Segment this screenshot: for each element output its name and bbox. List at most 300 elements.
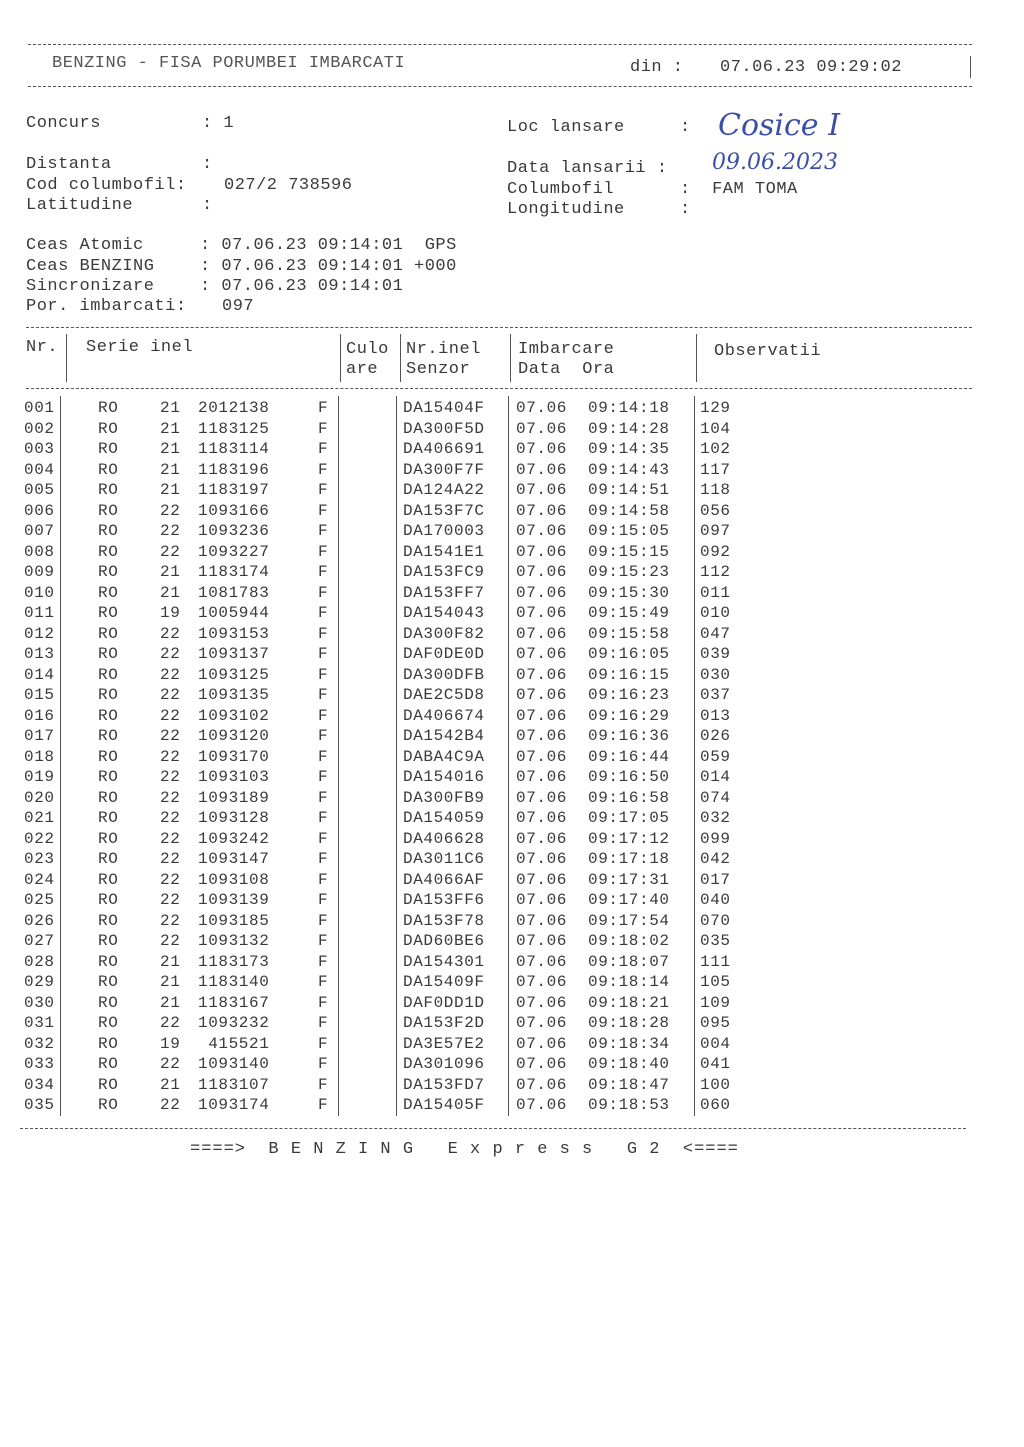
row-inel: 1183197 — [198, 481, 270, 499]
row-nr: 004 — [24, 460, 55, 479]
row-tara: RO — [98, 768, 119, 786]
row-senzor: DA153F78 — [403, 911, 485, 930]
table-row — [0, 502, 1024, 522]
row-data: 07.06 — [516, 932, 568, 950]
column-header-culoare-2: are — [346, 360, 379, 379]
row-inel: 2012138 — [198, 399, 270, 417]
row-obs: 102 — [700, 440, 731, 458]
row-inel: 1183114 — [198, 440, 270, 458]
row-an: 22 — [160, 788, 181, 807]
row-sex: F — [318, 706, 329, 725]
row-sex: F — [318, 993, 329, 1012]
row-senzor: DA153FD7 — [403, 1075, 485, 1094]
row-an: 21 — [160, 973, 181, 991]
row-ora: 09:16:29 — [588, 706, 670, 725]
clock-label: Ceas BENZING — [26, 257, 155, 276]
row-data: 07.06 — [516, 686, 568, 704]
row-senzor: DA154043 — [403, 604, 485, 622]
row-tara: RO — [98, 501, 119, 520]
row-tara: RO — [98, 1075, 119, 1094]
column-header-observatii: Observatii — [714, 342, 822, 361]
row-obs: 011 — [700, 583, 731, 602]
printed-at-label: din : — [630, 58, 684, 77]
row-nr: 021 — [24, 809, 55, 827]
row-an: 22 — [160, 911, 181, 930]
row-senzor: DA300FB9 — [403, 788, 485, 807]
row-tara: RO — [98, 1034, 119, 1053]
row-ora: 09:15:30 — [588, 583, 670, 602]
row-nr: 017 — [24, 727, 55, 745]
row-ora: 09:16:23 — [588, 686, 670, 704]
footer-brand: ====> B E N Z I N G E x p r e s s G 2 <==== — [190, 1140, 739, 1159]
row-inel: 1183125 — [198, 419, 270, 438]
row-data: 07.06 — [516, 911, 568, 930]
row-ora: 09:16:05 — [588, 645, 670, 663]
row-nr: 018 — [24, 747, 55, 766]
clock-value: : 07.06.23 09:14:01 GPS — [200, 236, 457, 255]
row-an: 22 — [160, 645, 181, 663]
row-senzor: DA300F82 — [403, 624, 485, 643]
row-data: 07.06 — [516, 481, 568, 499]
row-an: 19 — [160, 604, 181, 622]
row-sex: F — [318, 522, 329, 540]
row-senzor: DA154016 — [403, 768, 485, 786]
row-tara: RO — [98, 747, 119, 766]
row-inel: 1093137 — [198, 645, 270, 663]
row-obs: 117 — [700, 460, 731, 479]
row-tara: RO — [98, 419, 119, 438]
row-data: 07.06 — [516, 522, 568, 540]
row-an: 22 — [160, 686, 181, 704]
concurs-label: Concurs — [26, 114, 101, 133]
row-an: 22 — [160, 891, 181, 909]
row-inel: 1093102 — [198, 706, 270, 725]
row-tara: RO — [98, 440, 119, 458]
row-inel: 1183107 — [198, 1075, 270, 1094]
imbarcati-label: Por. imbarcati: — [26, 297, 187, 316]
row-data: 07.06 — [516, 665, 568, 684]
row-data: 07.06 — [516, 1034, 568, 1053]
row-sex: F — [318, 542, 329, 561]
row-nr: 014 — [24, 665, 55, 684]
row-sex: F — [318, 809, 329, 827]
row-senzor: DA15409F — [403, 973, 485, 991]
row-ora: 09:18:14 — [588, 973, 670, 991]
row-tara: RO — [98, 624, 119, 643]
row-obs: 111 — [700, 952, 731, 971]
row-senzor: DA153F2D — [403, 1014, 485, 1032]
row-tara: RO — [98, 870, 119, 889]
row-senzor: DA153FF7 — [403, 583, 485, 602]
row-inel: 1093140 — [198, 1055, 270, 1073]
header-right-border — [970, 56, 971, 78]
row-data: 07.06 — [516, 1055, 568, 1073]
row-data: 07.06 — [516, 542, 568, 561]
row-obs: 041 — [700, 1055, 731, 1073]
row-an: 21 — [160, 993, 181, 1012]
row-data: 07.06 — [516, 993, 568, 1012]
row-sex: F — [318, 829, 329, 848]
clock-label: Ceas Atomic — [26, 236, 144, 255]
row-ora: 09:17:05 — [588, 809, 670, 827]
row-data: 07.06 — [516, 1096, 568, 1114]
row-an: 21 — [160, 952, 181, 971]
row-an: 22 — [160, 665, 181, 684]
row-ora: 09:15:05 — [588, 522, 670, 540]
row-senzor: DA4066AF — [403, 870, 485, 889]
row-ora: 09:15:15 — [588, 542, 670, 561]
row-data: 07.06 — [516, 870, 568, 889]
document-title: BENZING - FISA PORUMBEI IMBARCATI — [52, 54, 406, 73]
row-ora: 09:16:36 — [588, 727, 670, 745]
column-header-nrinel: Nr.inel — [406, 340, 481, 359]
row-nr: 003 — [24, 440, 55, 458]
row-an: 22 — [160, 870, 181, 889]
row-inel: 1005944 — [198, 604, 270, 622]
row-an: 22 — [160, 850, 181, 868]
row-tara: RO — [98, 788, 119, 807]
row-ora: 09:18:40 — [588, 1055, 670, 1073]
row-sex: F — [318, 1096, 329, 1114]
row-obs: 013 — [700, 706, 731, 725]
column-header-data-ora: Data Ora — [518, 360, 615, 379]
row-nr: 010 — [24, 583, 55, 602]
row-inel: 1093103 — [198, 768, 270, 786]
table-row — [0, 420, 1024, 440]
column-header-senzor: Senzor — [406, 360, 471, 379]
loc-lansare-handwritten: Cosice I — [718, 108, 840, 143]
row-senzor: DABA4C9A — [403, 747, 485, 766]
row-sex: F — [318, 788, 329, 807]
row-sex: F — [318, 1034, 329, 1053]
row-obs: 100 — [700, 1075, 731, 1094]
row-inel: 1093153 — [198, 624, 270, 643]
row-data: 07.06 — [516, 563, 568, 581]
row-tara: RO — [98, 686, 119, 704]
column-header-nr: Nr. — [26, 338, 59, 357]
row-tara: RO — [98, 399, 119, 417]
row-sex: F — [318, 481, 329, 499]
row-obs: 059 — [700, 747, 731, 766]
table-row — [0, 707, 1024, 727]
column-header-culoare: Culo — [346, 340, 389, 359]
row-nr: 030 — [24, 993, 55, 1012]
row-senzor: DA3E57E2 — [403, 1034, 485, 1053]
row-senzor: DA124A22 — [403, 481, 485, 499]
row-tara: RO — [98, 1096, 119, 1114]
table-row — [0, 912, 1024, 932]
row-nr: 024 — [24, 870, 55, 889]
row-inel: 1093185 — [198, 911, 270, 930]
row-tara: RO — [98, 645, 119, 663]
row-an: 22 — [160, 829, 181, 848]
longitudine-value: : — [680, 200, 691, 219]
row-tara: RO — [98, 460, 119, 479]
row-an: 22 — [160, 1014, 181, 1032]
row-ora: 09:18:28 — [588, 1014, 670, 1032]
row-data: 07.06 — [516, 624, 568, 643]
row-an: 22 — [160, 1055, 181, 1073]
row-data: 07.06 — [516, 604, 568, 622]
row-ora: 09:15:58 — [588, 624, 670, 643]
row-data: 07.06 — [516, 973, 568, 991]
row-obs: 035 — [700, 932, 731, 950]
row-inel: 1093108 — [198, 870, 270, 889]
row-an: 22 — [160, 1096, 181, 1114]
row-obs: 070 — [700, 911, 731, 930]
row-data: 07.06 — [516, 460, 568, 479]
row-sex: F — [318, 1075, 329, 1094]
row-an: 21 — [160, 399, 181, 417]
table-row — [0, 1014, 1024, 1034]
row-data: 07.06 — [516, 706, 568, 725]
row-nr: 015 — [24, 686, 55, 704]
row-an: 21 — [160, 460, 181, 479]
row-tara: RO — [98, 542, 119, 561]
table-row — [0, 953, 1024, 973]
row-senzor: DA170003 — [403, 522, 485, 540]
row-sex: F — [318, 768, 329, 786]
table-header-top-border — [26, 327, 972, 328]
row-nr: 007 — [24, 522, 55, 540]
col-divider — [510, 334, 511, 382]
row-ora: 09:17:18 — [588, 850, 670, 868]
table-row — [0, 748, 1024, 768]
row-an: 19 — [160, 1034, 181, 1053]
row-inel: 1093135 — [198, 686, 270, 704]
row-data: 07.06 — [516, 1075, 568, 1094]
table-row — [0, 440, 1024, 460]
row-nr: 020 — [24, 788, 55, 807]
table-bottom-border — [20, 1128, 966, 1129]
row-an: 22 — [160, 932, 181, 950]
row-ora: 09:18:07 — [588, 952, 670, 971]
row-tara: RO — [98, 481, 119, 499]
row-an: 21 — [160, 583, 181, 602]
row-nr: 001 — [24, 399, 55, 417]
row-sex: F — [318, 850, 329, 868]
row-ora: 09:18:02 — [588, 932, 670, 950]
row-inel: 1093242 — [198, 829, 270, 848]
row-obs: 039 — [700, 645, 731, 663]
row-an: 21 — [160, 1075, 181, 1094]
distanta-value: : — [202, 155, 213, 174]
row-inel: 1093189 — [198, 788, 270, 807]
row-an: 22 — [160, 768, 181, 786]
row-obs: 037 — [700, 686, 731, 704]
row-ora: 09:18:47 — [588, 1075, 670, 1094]
row-senzor: DAF0DE0D — [403, 645, 485, 663]
row-obs: 099 — [700, 829, 731, 848]
row-sex: F — [318, 563, 329, 581]
row-nr: 026 — [24, 911, 55, 930]
row-inel: 1183174 — [198, 563, 270, 581]
row-tara: RO — [98, 973, 119, 991]
row-nr: 034 — [24, 1075, 55, 1094]
table-row — [0, 584, 1024, 604]
row-sex: F — [318, 1014, 329, 1032]
row-data: 07.06 — [516, 501, 568, 520]
row-nr: 019 — [24, 768, 55, 786]
row-ora: 09:14:51 — [588, 481, 670, 499]
row-senzor: DA153FC9 — [403, 563, 485, 581]
row-data: 07.06 — [516, 645, 568, 663]
columbofil-label: Columbofil — [507, 180, 615, 199]
row-tara: RO — [98, 809, 119, 827]
row-data: 07.06 — [516, 747, 568, 766]
row-sex: F — [318, 624, 329, 643]
row-sex: F — [318, 583, 329, 602]
row-inel: 1093227 — [198, 542, 270, 561]
row-nr: 025 — [24, 891, 55, 909]
row-senzor: DA15405F — [403, 1096, 485, 1114]
row-ora: 09:14:18 — [588, 399, 670, 417]
clock-value: : 07.06.23 09:14:01 +000 — [200, 257, 457, 276]
row-senzor: DAD60BE6 — [403, 932, 485, 950]
row-obs: 105 — [700, 973, 731, 991]
col-divider — [696, 334, 697, 382]
table-row — [0, 481, 1024, 501]
row-an: 22 — [160, 522, 181, 540]
row-obs: 014 — [700, 768, 731, 786]
table-row — [0, 645, 1024, 665]
row-tara: RO — [98, 829, 119, 848]
row-tara: RO — [98, 706, 119, 725]
table-row — [0, 522, 1024, 542]
row-nr: 009 — [24, 563, 55, 581]
col-divider — [400, 334, 401, 382]
row-obs: 047 — [700, 624, 731, 643]
row-sex: F — [318, 501, 329, 520]
row-ora: 09:15:49 — [588, 604, 670, 622]
table-row — [0, 563, 1024, 583]
row-ora: 09:14:35 — [588, 440, 670, 458]
row-an: 21 — [160, 419, 181, 438]
row-senzor: DA406628 — [403, 829, 485, 848]
row-nr: 012 — [24, 624, 55, 643]
table-row — [0, 932, 1024, 952]
row-data: 07.06 — [516, 583, 568, 602]
row-an: 22 — [160, 624, 181, 643]
row-inel: 415521 — [198, 1034, 270, 1053]
row-obs: 112 — [700, 563, 731, 581]
table-row — [0, 1096, 1024, 1116]
table-row — [0, 727, 1024, 747]
row-sex: F — [318, 460, 329, 479]
row-an: 21 — [160, 563, 181, 581]
row-ora: 09:17:31 — [588, 870, 670, 889]
row-tara: RO — [98, 952, 119, 971]
latitudine-value: : — [202, 196, 213, 215]
row-senzor: DA406691 — [403, 440, 485, 458]
row-senzor: DA300F5D — [403, 419, 485, 438]
row-tara: RO — [98, 993, 119, 1012]
row-obs: 040 — [700, 891, 731, 909]
clock-label: Sincronizare — [26, 277, 155, 296]
row-ora: 09:17:12 — [588, 829, 670, 848]
row-senzor: DA153F7C — [403, 501, 485, 520]
row-tara: RO — [98, 1014, 119, 1032]
row-sex: F — [318, 1055, 329, 1073]
row-sex: F — [318, 747, 329, 766]
row-senzor: DA406674 — [403, 706, 485, 725]
row-sex: F — [318, 891, 329, 909]
row-tara: RO — [98, 1055, 119, 1073]
row-inel: 1081783 — [198, 583, 270, 602]
table-row — [0, 625, 1024, 645]
table-row — [0, 399, 1024, 419]
row-tara: RO — [98, 932, 119, 950]
table-row — [0, 994, 1024, 1014]
row-inel: 1093139 — [198, 891, 270, 909]
table-row — [0, 604, 1024, 624]
row-senzor: DA3011C6 — [403, 850, 485, 868]
row-senzor: DA15404F — [403, 399, 485, 417]
row-nr: 029 — [24, 973, 55, 991]
concurs-value: : 1 — [202, 114, 235, 133]
row-senzor: DA300DFB — [403, 665, 485, 684]
row-ora: 09:16:58 — [588, 788, 670, 807]
row-inel: 1093232 — [198, 1014, 270, 1032]
row-inel: 1183196 — [198, 460, 270, 479]
row-tara: RO — [98, 891, 119, 909]
row-ora: 09:16:15 — [588, 665, 670, 684]
table-row — [0, 973, 1024, 993]
row-obs: 056 — [700, 501, 731, 520]
row-obs: 097 — [700, 522, 731, 540]
row-sex: F — [318, 727, 329, 745]
row-tara: RO — [98, 850, 119, 868]
row-obs: 030 — [700, 665, 731, 684]
row-ora: 09:18:34 — [588, 1034, 670, 1053]
imbarcati-value: 097 — [222, 297, 255, 316]
row-data: 07.06 — [516, 850, 568, 868]
row-obs: 109 — [700, 993, 731, 1012]
longitudine-label: Longitudine — [507, 200, 625, 219]
row-ora: 09:17:54 — [588, 911, 670, 930]
table-row — [0, 1035, 1024, 1055]
row-sex: F — [318, 399, 329, 417]
cod-columbofil-value: 027/2 738596 — [224, 176, 353, 195]
row-nr: 027 — [24, 932, 55, 950]
row-ora: 09:18:53 — [588, 1096, 670, 1114]
cod-columbofil-label: Cod columbofil: — [26, 176, 187, 195]
table-row — [0, 686, 1024, 706]
row-obs: 129 — [700, 399, 731, 417]
row-an: 22 — [160, 501, 181, 520]
row-senzor: DAE2C5D8 — [403, 686, 485, 704]
column-header-serie: Serie inel — [86, 338, 194, 357]
row-obs: 032 — [700, 809, 731, 827]
row-data: 07.06 — [516, 788, 568, 807]
row-data: 07.06 — [516, 829, 568, 848]
row-ora: 09:14:58 — [588, 501, 670, 520]
row-nr: 016 — [24, 706, 55, 725]
row-nr: 032 — [24, 1034, 55, 1053]
row-obs: 042 — [700, 850, 731, 868]
row-data: 07.06 — [516, 419, 568, 438]
row-tara: RO — [98, 727, 119, 745]
row-inel: 1093125 — [198, 665, 270, 684]
row-sex: F — [318, 870, 329, 889]
table-row — [0, 830, 1024, 850]
row-senzor: DA1542B4 — [403, 727, 485, 745]
column-header-imbarcare: Imbarcare — [518, 340, 615, 359]
row-sex: F — [318, 440, 329, 458]
col-divider — [66, 334, 67, 382]
row-data: 07.06 — [516, 809, 568, 827]
row-an: 21 — [160, 481, 181, 499]
